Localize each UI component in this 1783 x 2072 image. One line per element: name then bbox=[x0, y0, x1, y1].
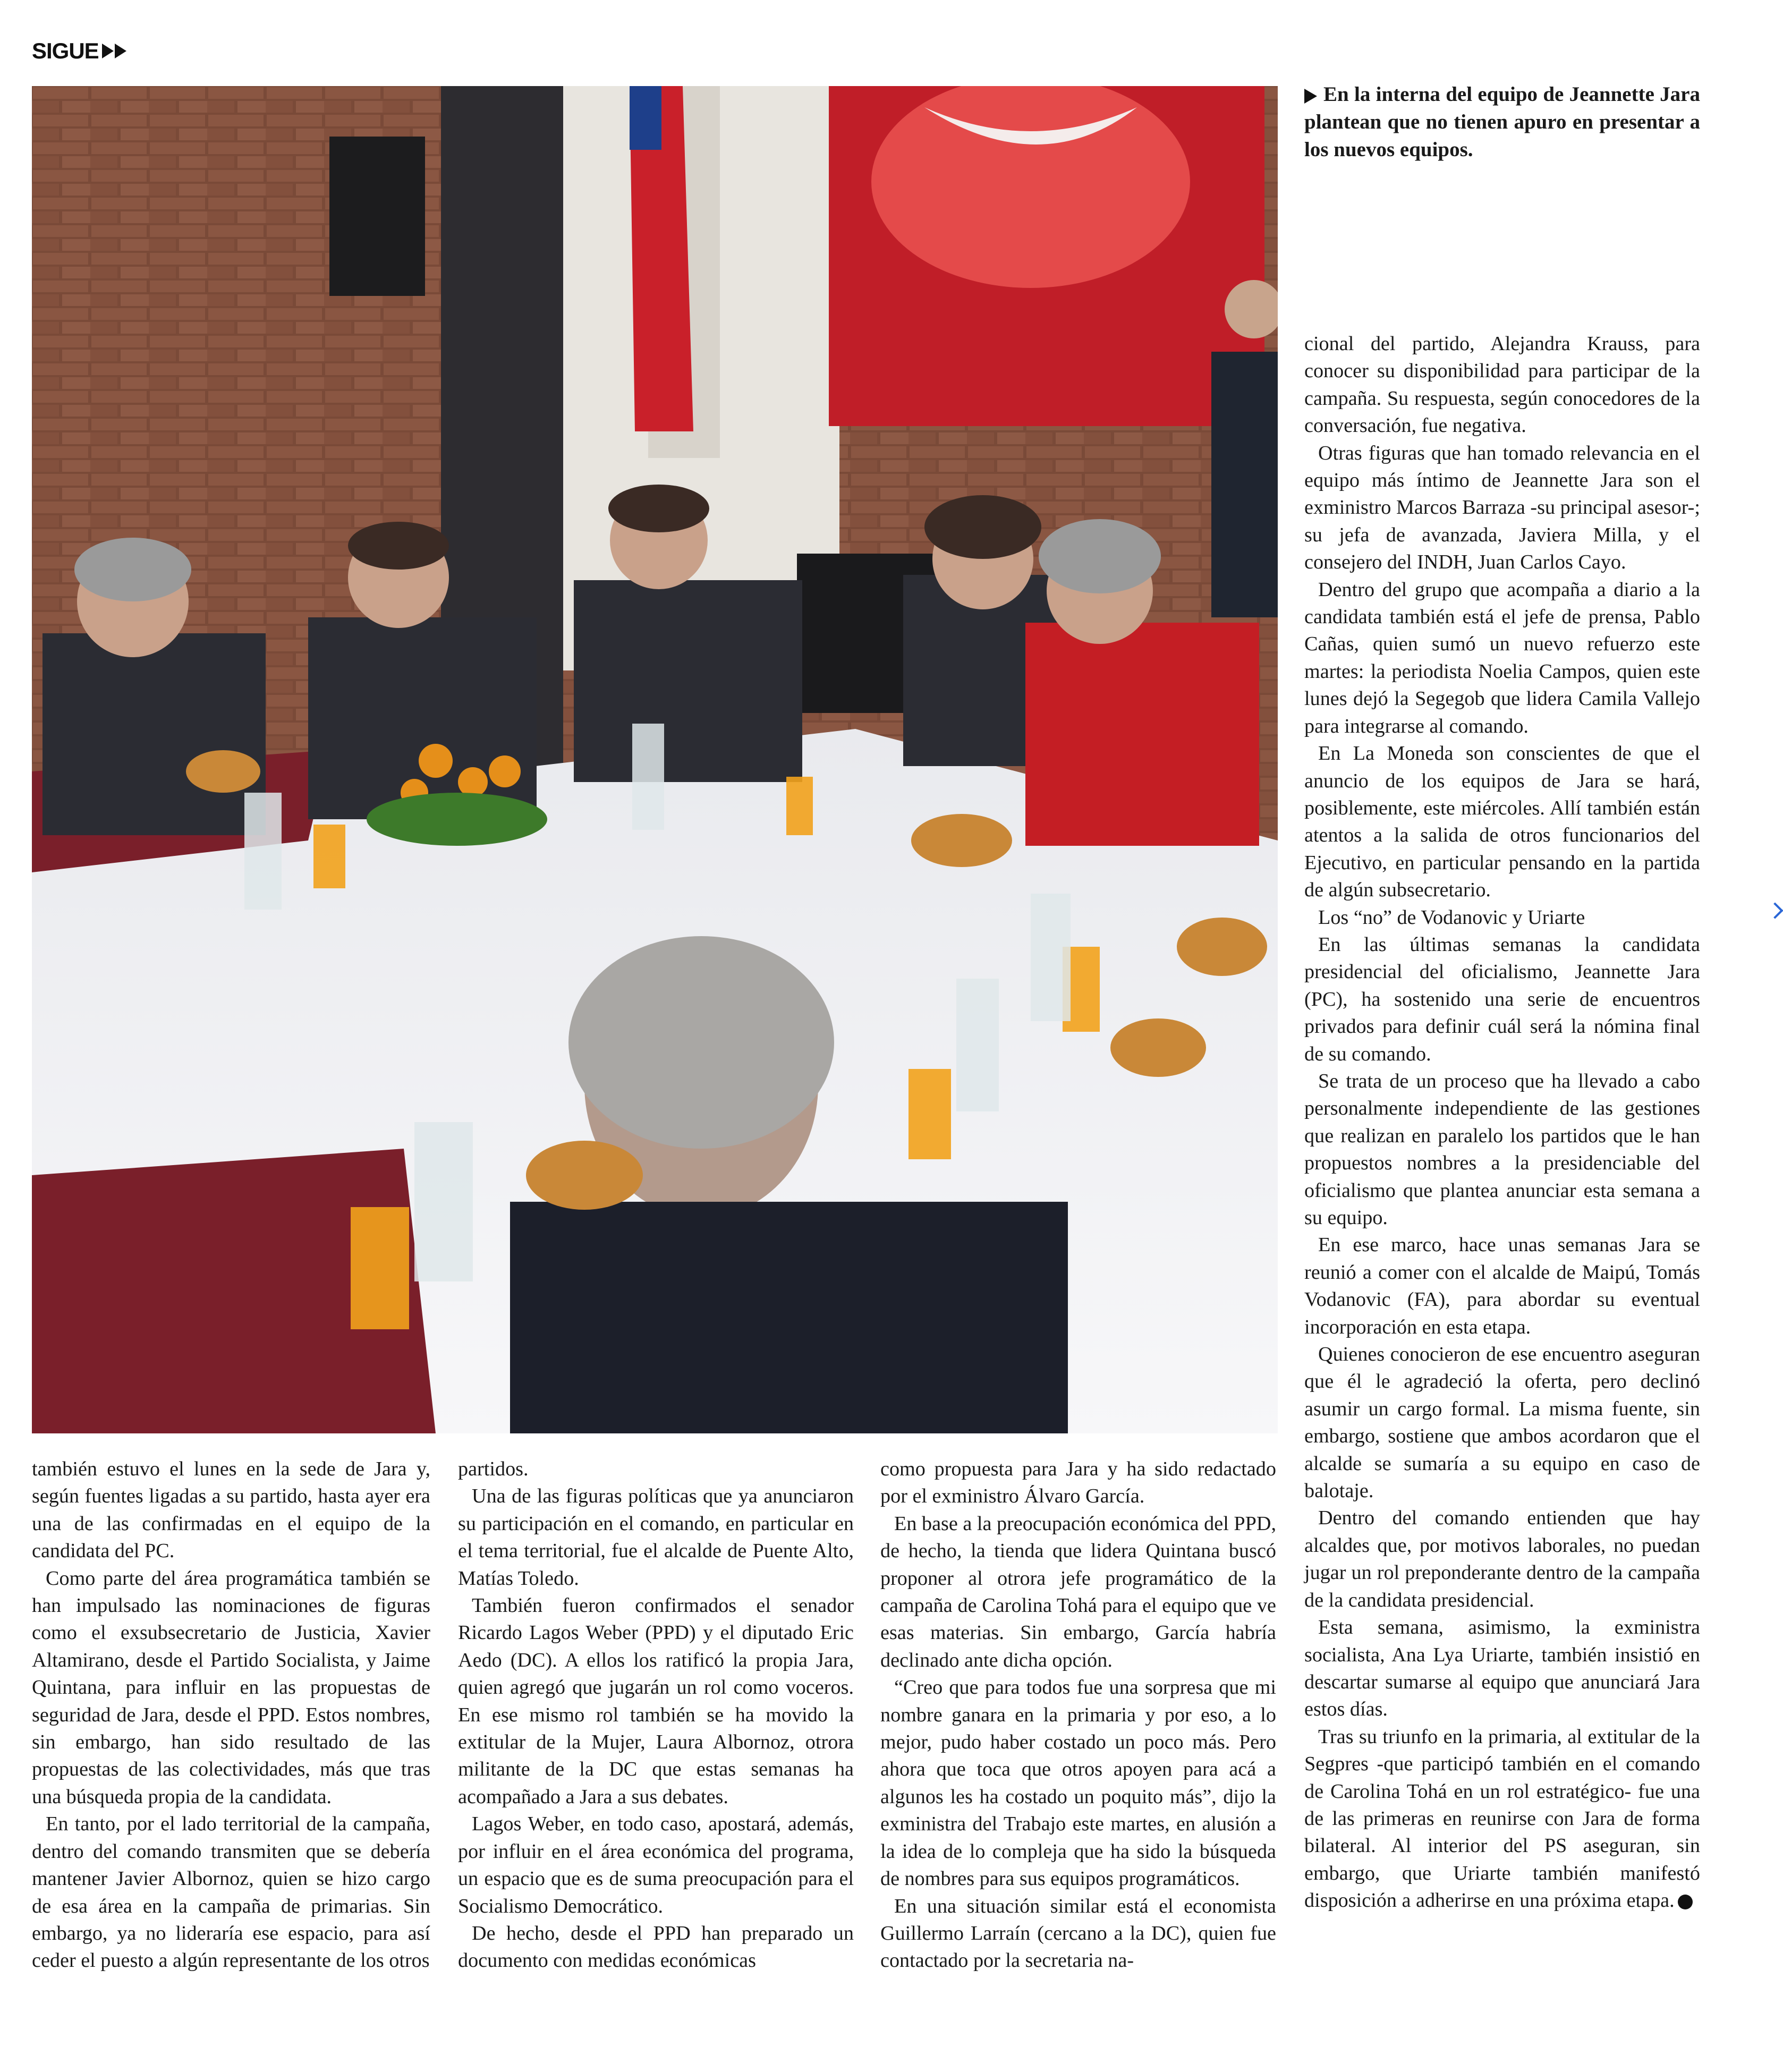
paragraph: Como parte del área programática también se han impulsado las nominaciones de figuras como el exsubsecretario de Justicia, Xavier Altamirano, desde el Partido Socialista, y Jaime Quintana, para influir en las propuestas de seguridad de Jara, desde el PPD. Estos nombres, sin embargo, han sido resultado de las propuestas de las colectividades, más que tras una búsqueda propia de la candidata. bbox=[32, 1567, 430, 1808]
paragraph: También fueron confirmados el senador Ricardo Lagos Weber (PPD) y el diputado Eric Aedo (DC). A ellos los ratificó la propia Jara, quien agregó que jugarán un rol como voceros. En ese mismo rol también se ha movido la extitular de la Mujer, Laura Albornoz, otrora militante de la DC que estas semanas ha acompañado a Jara a sus debates. bbox=[458, 1594, 854, 1808]
article-column-2 bbox=[458, 1456, 854, 1975]
news-photo bbox=[32, 86, 1278, 1433]
paragraph: En tanto, por el lado territorial de la campaña, dentro del comando transmiten que se debería mantener Javier Albornoz, quien se hizo cargo de esa área en la campaña de primarias. Sin embargo, ya no lideraría ese espacio, para así ceder el puesto a algún representante de los otros bbox=[32, 1813, 430, 1972]
paragraph: Una de las figuras políticas que ya anunciaron su participación en el comando, en particular en el tema territorial, fue el alcalde de Puente Alto, Matías Toledo. bbox=[458, 1485, 854, 1590]
paragraph: En una situación similar está el economista Guillermo Larraín (cercano a la DC), quien fue contactado por la secretaria na- bbox=[880, 1895, 1276, 1972]
double-play-arrow-icon bbox=[102, 44, 126, 58]
paragraph: Dentro del comando entienden que hay alcaldes que, por motivos laborales, no puedan jugar un rol preponderante dentro de la campaña de la candidata presidencial. bbox=[1304, 1507, 1700, 1611]
paragraph: como propuesta para Jara y ha sido redactado por el exministro Álvaro García. bbox=[880, 1458, 1276, 1508]
article-column-4 bbox=[1304, 330, 1700, 1915]
highlight-blurb bbox=[1304, 81, 1700, 164]
paragraph: Esta semana, asimismo, la exministra socialista, Ana Lya Uriarte, también insistió en descartar sumarse al equipo que anunciará Jara estos días. bbox=[1304, 1616, 1700, 1721]
next-page-chevron-icon[interactable] bbox=[1772, 897, 1783, 924]
paragraph: En ese marco, hace unas semanas Jara se reunió a comer con el alcalde de Maipú, Tomás Vodanovic (FA), para abordar su eventual incorporación en esta etapa. bbox=[1304, 1234, 1700, 1338]
photo-illustration bbox=[32, 86, 1278, 1433]
paragraph: “Creo que para todos fue una sorpresa que mi nombre ganara en la primaria y por eso, a lo mejor, pudo haber costado un poco más. Pero ahora que toca que otros apoyen para acá a algunos les ha costado un poquito más”, dijo la exministra del Trabajo este martes, en alusión a la idea de lo compleja que ha sido la búsqueda de nombres para sus equipos programáticos. bbox=[880, 1676, 1276, 1890]
paragraph: cional del partido, Alejandra Krauss, para conocer su disponibilidad para participar de la campaña. Su respuesta, según conocedores de la conversación, fue negativa. bbox=[1304, 333, 1700, 437]
section-label-text: SIGUE bbox=[32, 38, 99, 63]
paragraph: En base a la preocupación económica del PPD, de hecho, la tienda que lidera Quintana buscó proponer al otrora jefe programático de la campaña de Carolina Tohá para el equipo que ve esas materias. Sin embargo, García habría declinado ante dicha opción. bbox=[880, 1512, 1276, 1671]
paragraph: Quienes conocieron de ese encuentro aseguran que él le agradeció la oferta, pero declinó asumir un cargo formal. La misma fuente, sin embargo, sostiene que ambos acordaron que el alcalde se sumaría a su equipo en caso de balotaje. bbox=[1304, 1343, 1700, 1502]
paragraph: En las últimas semanas la candidata presidencial del oficialismo, Jeannette Jara (PC), ha sostenido una serie de encuentros privados para definir cuál será la nómina final de su comando. bbox=[1304, 933, 1700, 1065]
highlight-text: En la interna del equipo de Jeannette Jara plantean que no tienen apuro en presentar a los nuevos equipos. bbox=[1304, 83, 1700, 161]
paragraph: partidos. bbox=[458, 1458, 529, 1480]
paragraph: Se trata de un proceso que ha llevado a cabo personalmente independiente de las gestiones que realizan en paralelo los partidos que le han propuestos nombres a la presidenciable del oficialismo que plantea anunciar esta semana a su equipo. bbox=[1304, 1069, 1700, 1229]
play-arrow-icon bbox=[1304, 89, 1317, 104]
paragraph-text: Tras su triunfo en la primaria, al extitular de la Segpres -que participó también en el comando de Carolina Tohá en un rol estratégico- fue una de las primeras en reunirse con Jara de forma bilateral. Al interior del PS aseguran, sin embargo, que Uriarte también manifestó disposición a adherirse en una próxima etapa. bbox=[1304, 1725, 1700, 1912]
section-label bbox=[32, 38, 126, 64]
paragraph: Dentro del grupo que acompaña a diario a la candidata también está el jefe de prensa, Pablo Cañas, quien sumó un nuevo refuerzo este martes: la periodista Noelia Campos, quien este lunes dejó la Segegob que lidera Camila Vallejo para integrarse al comando. bbox=[1304, 578, 1700, 737]
subheading: Los “no” de Vodanovic y Uriarte bbox=[1318, 906, 1585, 929]
article-column-1 bbox=[32, 1456, 430, 1975]
paragraph-last bbox=[1304, 1723, 1700, 1915]
paragraph: En La Moneda son conscientes de que el anuncio de los equipos de Jara se hará, posiblemente, este miércoles. Allí también están atentos a la salida de otros funcionarios del Ejecutivo, en particular pensando en la partida de algún subsecretario. bbox=[1304, 742, 1700, 902]
paragraph: Lagos Weber, en todo caso, apostará, además, por influir en el área económica del programa, un espacio que es de suma preocupación para el Socialismo Democrático. bbox=[458, 1813, 854, 1917]
paragraph: Otras figuras que han tomado relevancia en el equipo más íntimo de Jeannette Jara son el exministro Marcos Barraza -su principal asesor-; su jefa de avanzada, Javiera Milla, y el consejero del INDH, Juan Carlos Cayo. bbox=[1304, 441, 1700, 574]
bullet-dot-icon bbox=[1678, 1895, 1693, 1909]
paragraph: también estuvo el lunes en la sede de Jara y, según fuentes ligadas a su partido, hasta ayer era una de las confirmadas en el equipo de la candidata del PC. bbox=[32, 1458, 430, 1563]
paragraph: De hecho, desde el PPD han preparado un documento con medidas económicas bbox=[458, 1922, 854, 1972]
article-column-3 bbox=[880, 1456, 1276, 1975]
